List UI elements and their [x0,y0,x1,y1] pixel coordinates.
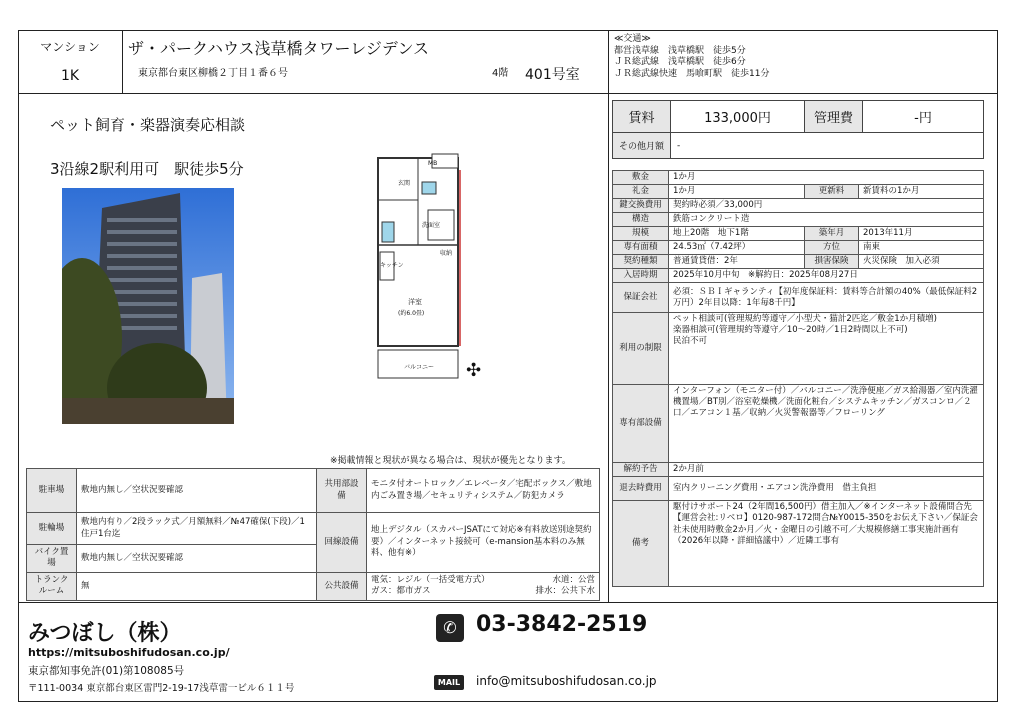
label: バイク置場 [27,545,77,573]
floor: 4階 [492,68,509,79]
label: 駐輪場 [27,513,77,545]
fp-balcony: バルコニー [404,364,435,371]
rent-value: 133,000円 [671,101,805,133]
fp-genkan: 玄関 [398,180,411,187]
rent-label: 賃料 [613,101,671,133]
room-number: 401号室 [525,67,580,83]
label: 敷金 [613,171,669,185]
fp-mb: MB [428,160,438,167]
facilities-table [26,468,600,601]
company-name: みつぼし（株） [28,621,182,646]
access-block [614,34,769,81]
label: 利用の制限 [613,313,669,385]
value: 1か月 [669,171,984,185]
value: 無 [77,572,317,600]
fp-senmen: 洗面室 [422,222,441,229]
layout-type: 1K [60,68,80,84]
value: 排水：公共下水 [535,586,595,597]
label: 専有面積 [613,241,669,255]
value: 2か月前 [669,463,984,477]
highlight-pet: ペット飼育・楽器演奏応相談 [50,116,246,134]
value: ガス：都市ガス [371,586,431,597]
other-value: - [671,133,984,159]
phone-icon: ✆ [436,614,464,642]
company-url[interactable]: https://mitsuboshifudosan.co.jp/ [28,646,230,659]
access-line: ＪＲ総武線快速 馬喰町駅 徒歩11分 [614,69,770,80]
label: 保証会社 [613,283,669,313]
label: 損害保険 [805,255,859,269]
label: 更新料 [805,185,859,199]
value: 敷地内無し／空状況要確認 [77,545,317,573]
label: 契約種類 [613,255,669,269]
value: 火災保険 加入必須 [859,255,984,269]
value: 2025年10月中旬 ※解約日：2025年08月27日 [669,269,984,283]
label: 規模 [613,227,669,241]
value: 電気：レジル（一括受電方式） [371,574,490,585]
value: 1か月 [669,185,805,199]
building-photo [62,188,234,424]
label: 解約予告 [613,463,669,477]
label: 駐車場 [27,469,77,513]
mail-icon: MAIL [434,675,464,690]
floor-plan [368,150,484,390]
value: 水道：公営 [552,574,595,585]
phone-number[interactable]: 03-3842-2519 [476,612,648,637]
label: 方位 [805,241,859,255]
value: 必須：ＳＢＩギャランティ【初年度保証料：賃料等合計額の40%（最低保証料2万円）2年目以降：1年毎8千円】 [669,283,984,313]
highlight-access: 3沿線2駅利用可 駅徒歩5分 [50,160,244,178]
value: インターフォン（モニター付）／バルコニー／洗浄便座／ガス給湯器／室内洗濯機置場／BT別／浴室乾燥機／洗面化粧台／システムキッチン／ガスコンロ／２口／エアコン１基／収納／火災警報器等／フローリング [669,385,984,463]
property-type: マンション [40,40,100,54]
label: トランクルーム [27,572,77,600]
details-table [612,170,984,587]
value: 地上デジタル（スカパーJSATにて対応※有料放送別途契約要）／インターネット接続可（e-mansion基本料のみ無料、他有※） [367,513,600,573]
value: 普通賃貸借：2年 [669,255,805,269]
access-line: ＪＲ総武線 浅草橋駅 徒歩6分 [614,57,746,68]
value: ペット相談可(管理規約等遵守／小型犬・猫計2匹迄／敷金1か月積増) 楽器相談可(管理規約等遵守／10～20時／1日2時間以上不可) 民泊不可 [669,313,984,385]
label: 築年月 [805,227,859,241]
fp-kitchen: キッチン [380,262,404,269]
mgmt-label: 管理費 [805,101,863,133]
value: 駆付けサポート24（2年間16,500円）借主加入／※インターネット設備問合先【運営会社:リベロ】0120-987-172問合№Y0015-350をお伝え下さい／保証会社未使用時敷金2か月／火・金曜日の引越不可／大規模修繕工事実施計画有（2026年以降・詳細協議中）／近隣工事有 [669,501,984,587]
label: 専有部設備 [613,385,669,463]
value: 契約時必須／33,000円 [669,199,984,213]
company-address: 〒111-0034 東京都台東区雷門2-19-17浅草雷一ビル６１１号 [28,683,295,694]
access-title: ≪交通≫ [614,34,651,44]
value: 室内クリーニング費用・エアコン洗浄費用 借主負担 [669,477,984,501]
address: 東京都台東区柳橋２丁目１番６号 [138,68,288,79]
mgmt-value: -円 [863,101,984,133]
compass-icon: ✣ [466,360,482,381]
value: 地上20階 地下1階 [669,227,805,241]
label: 公共設備 [317,572,367,600]
notice: ※掲載情報と現状が異なる場合は、現状が優先となります。 [330,456,571,466]
label: 退去時費用 [613,477,669,501]
value: 24.53㎡（7.42坪） [669,241,805,255]
label: 構造 [613,213,669,227]
value: モニタ付オートロック／エレベータ／宅配ボックス／敷地内ごみ置き場／セキュリティシステム／防犯カメラ [367,469,600,513]
email-address[interactable]: info@mitsuboshifudosan.co.jp [476,674,657,688]
label: 共用部設備 [317,469,367,513]
label: 回線設備 [317,513,367,573]
building-name: ザ・パークハウス浅草橋タワーレジデンス [128,39,430,58]
value: 新賃料の1か月 [859,185,984,199]
other-label: その他月額 [613,133,671,159]
access-line: 都営浅草線 浅草橋駅 徒歩5分 [614,45,746,56]
value: 敷地内無し／空状況要確認 [77,469,317,513]
rent-table [612,100,984,159]
license-number: 東京都知事免許(01)第108085号 [28,665,185,677]
value: 鉄筋コンクリート造 [669,213,984,227]
label: 入居時期 [613,269,669,283]
label: 礼金 [613,185,669,199]
value: 2013年11月 [859,227,984,241]
value: 敷地内有り／2段ラック式／月額無料／№47確保(下段)／1住戸1台迄 [77,513,317,545]
label: 備考 [613,501,669,587]
value: 南東 [859,241,984,255]
fp-yoshitsu-size: (約6.0畳) [398,310,425,317]
fp-shunou: 収納 [440,250,453,257]
fp-yoshitsu: 洋室 [408,298,422,306]
label: 鍵交換費用 [613,199,669,213]
